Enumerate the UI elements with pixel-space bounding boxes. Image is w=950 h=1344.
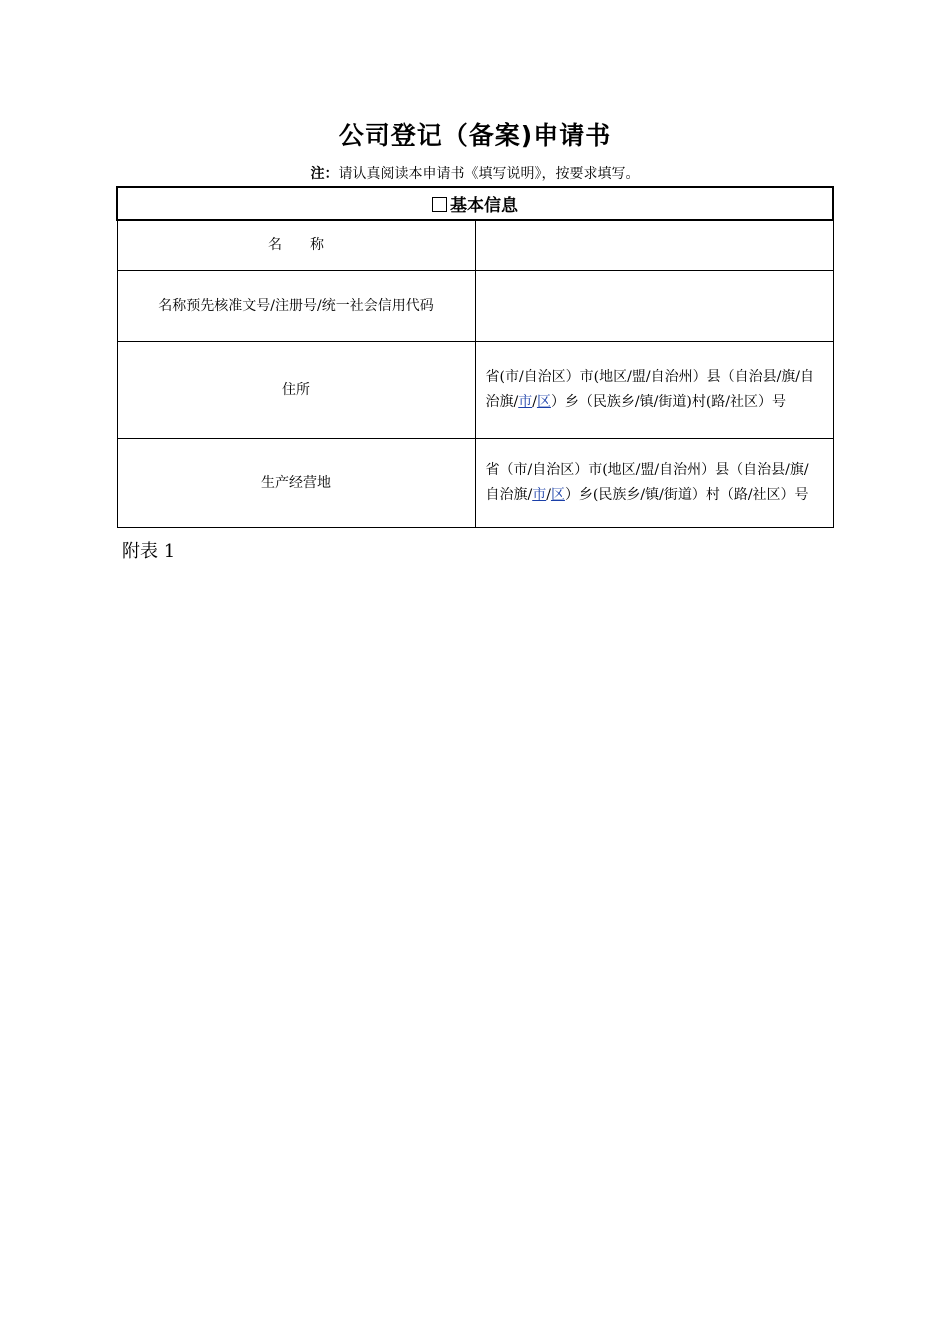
note-prefix: 注： xyxy=(310,166,339,182)
production-city-link[interactable]: 市 xyxy=(532,487,547,503)
address-district-link[interactable]: 区 xyxy=(536,394,551,410)
instruction-note xyxy=(0,163,950,183)
name-label: 名称 xyxy=(117,220,475,271)
appendix-label: 附表 1 xyxy=(122,541,176,562)
section-title: 基本信息 xyxy=(450,196,518,216)
page-title: 公司登记（备案)申请书 xyxy=(338,121,612,150)
production-site-field[interactable] xyxy=(475,439,833,528)
basic-info-table xyxy=(116,186,834,528)
note-text: 请认真阅读本申请书《填写说明》，按要求填写。 xyxy=(338,166,640,182)
address-city-link[interactable]: 市 xyxy=(518,394,533,410)
production-district-link[interactable]: 区 xyxy=(550,487,565,503)
address-text-start: 省(市/自治区）市(地区/盟/自治州）县（自治县/旗/自治旗/ xyxy=(485,369,815,410)
production-separator: / xyxy=(546,487,551,503)
code-field[interactable] xyxy=(475,271,833,342)
section-header xyxy=(117,187,833,220)
address-label: 住所 xyxy=(117,342,475,439)
name-field[interactable] xyxy=(475,220,833,271)
checkbox-icon[interactable] xyxy=(432,197,447,212)
address-text-end: ）乡（民族乡/镇/街道)村(路/社区）号 xyxy=(550,394,787,410)
code-label: 名称预先核准文号/注册号/统一社会信用代码 xyxy=(117,271,475,342)
address-field[interactable] xyxy=(475,342,833,439)
address-separator: / xyxy=(532,394,537,410)
production-text-start: 省（市/自治区）市(地区/盟/自治州）县（自治县/旗/自治旗/ xyxy=(485,462,809,503)
production-text-end: ）乡(民族乡/镇/街道）村（路/社区）号 xyxy=(564,487,809,503)
production-site-label: 生产经营地 xyxy=(117,439,475,528)
